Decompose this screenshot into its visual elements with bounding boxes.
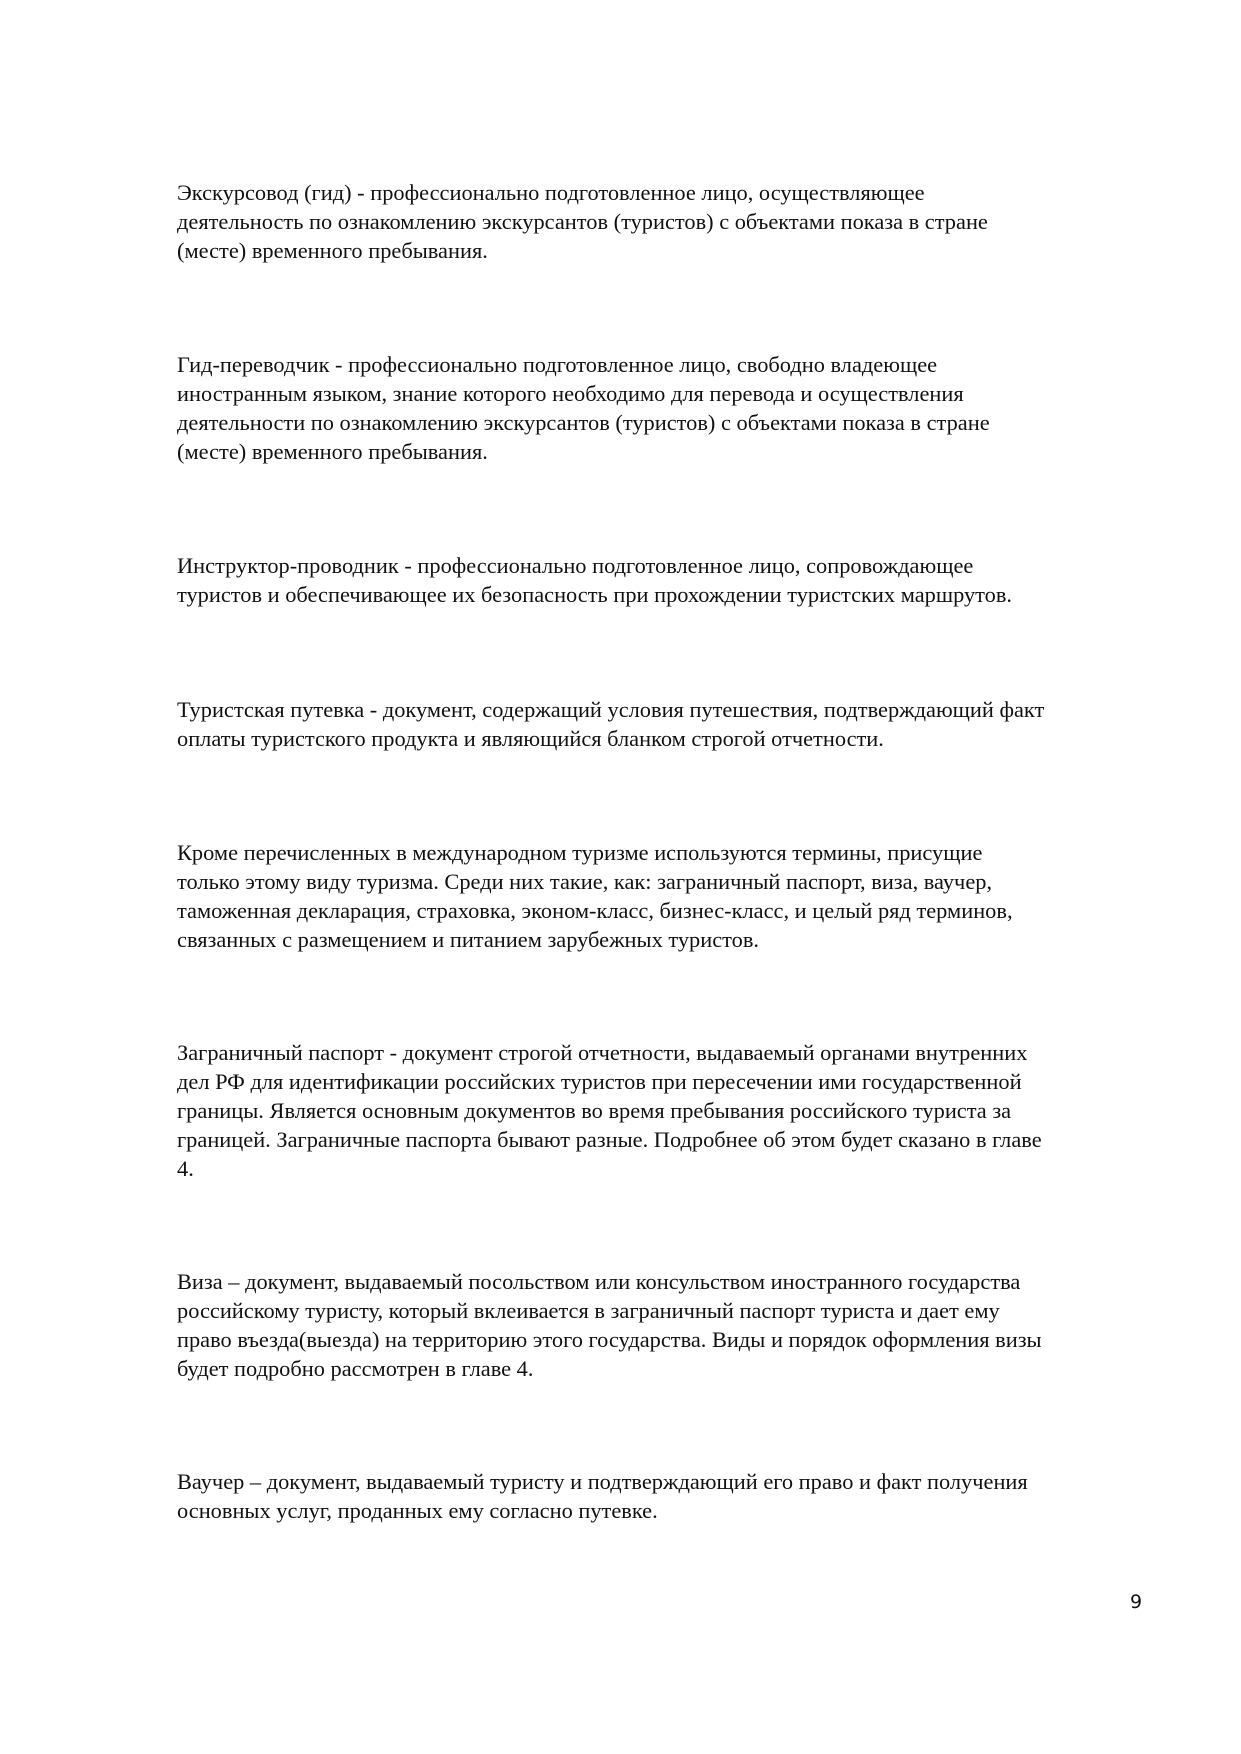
paragraph-foreign-passport: Заграничный паспорт - документ строгой отчетности, выдаваемый органами внутренних дел РФ для идентификации российских туристов при пересечении ими государственной границы. Является основным документов во время пребывания российского туриста за границей. Заграничные паспорта бывают разные. Подробнее об этом будет сказано в главе 4.	[177, 1040, 1042, 1181]
paragraph-tour-guide: Экскурсовод (гид) - профессионально подготовленное лицо, осуществляющее деятельность по ознакомлению экскурсантов (туристов) с объектами показа в стране (месте) временного пребывания.	[177, 180, 988, 263]
paragraph-tour-voucher-document: Туристская путевка - документ, содержащий условия путешествия, подтверждающий факт оплаты туристского продукта и являющийся бланком строгой отчетности.	[177, 697, 1045, 751]
page-number: 9	[1130, 1591, 1143, 1613]
paragraph-international-terms: Кроме перечисленных в международном туризме используются термины, присущие только этому виду туризма. Среди них такие, как: заграничный паспорт, виза, ваучер, таможенная декларация, страховка, эконом-класс, бизнес-класс, и целый ряд терминов, связанных с размещением и питанием зарубежных туристов.	[177, 840, 1013, 952]
paragraph-instructor-guide: Инструктор-проводник - профессионально подготовленное лицо, сопровождающее туристов и обеспечивающее их безопасность при прохождении туристских маршрутов.	[177, 553, 1013, 607]
paragraph-voucher: Ваучер – документ, выдаваемый туристу и подтверждающий его право и факт получения основных услуг, проданных ему согласно путевке.	[177, 1469, 1028, 1523]
paragraph-visa: Виза – документ, выдаваемый посольством или консульством иностранного государства российскому туристу, который вклеивается в заграничный паспорт туриста и дает ему право въезда(выезда) на территорию этого государства. Виды и порядок оформления визы будет подробно рассмотрен в главе 4.	[177, 1269, 1042, 1381]
paragraph-guide-interpreter: Гид-переводчик - профессионально подготовленное лицо, свободно владеющее иностранным языком, знание которого необходимо для перевода и осуществления деятельности по ознакомлению экскурсантов (туристов) с объектами показа в стране (месте) временного пребывания.	[177, 352, 990, 464]
